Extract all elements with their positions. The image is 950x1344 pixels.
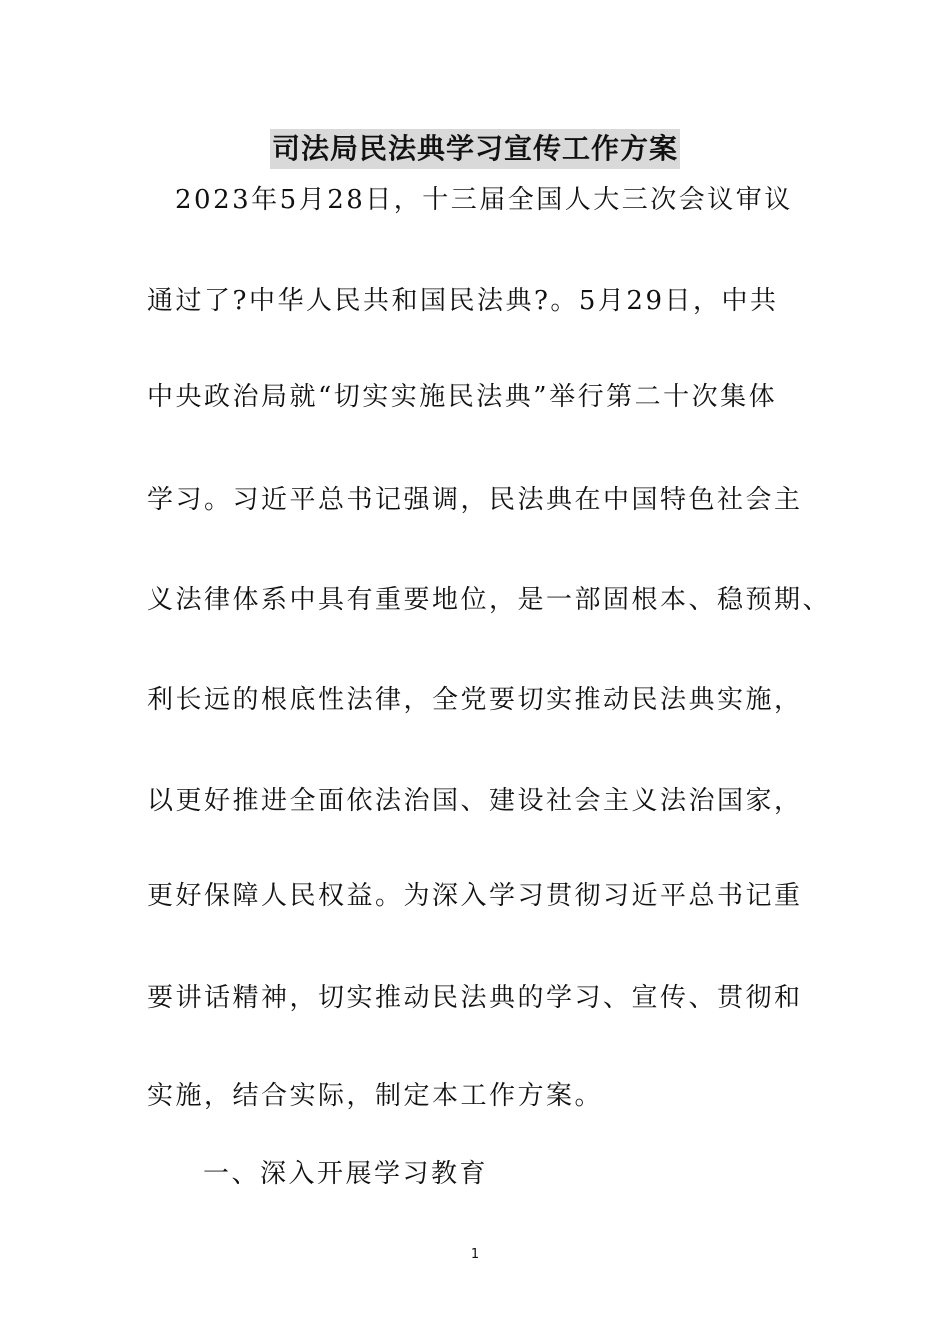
- paragraph-line: 更好保障人民权益。为深入学习贯彻习近平总书记重: [147, 881, 803, 911]
- paragraph-line: 实施，结合实际，制定本工作方案。: [147, 1081, 604, 1111]
- page-number: 1: [470, 1247, 480, 1262]
- paragraph-line: 中央政治局就“切实实施民法典”举行第二十次集体: [147, 382, 778, 412]
- paragraph-line: 利长远的根底性法律，全党要切实推动民法典实施，: [147, 685, 803, 715]
- paragraph-line: 通过了?中华人民共和国民法典?。5月29日，中共: [147, 286, 779, 316]
- document-title: 司法局民法典学习宣传工作方案: [270, 129, 680, 169]
- paragraph-line: 2023年5月28日，十三届全国人大三次会议审议: [175, 185, 793, 215]
- paragraph-line: 义法律体系中具有重要地位，是一部固根本、稳预期、: [147, 585, 832, 615]
- paragraph-line: 要讲话精神，切实推动民法典的学习、宣传、贯彻和: [147, 983, 803, 1013]
- paragraph-line: 以更好推进全面依法治国、建设社会主义法治国家，: [147, 786, 803, 816]
- section-heading: 一、深入开展学习教育: [203, 1159, 489, 1189]
- document-title-wrapper: [0, 129, 950, 171]
- paragraph-line: 学习。习近平总书记强调，民法典在中国特色社会主: [147, 485, 803, 515]
